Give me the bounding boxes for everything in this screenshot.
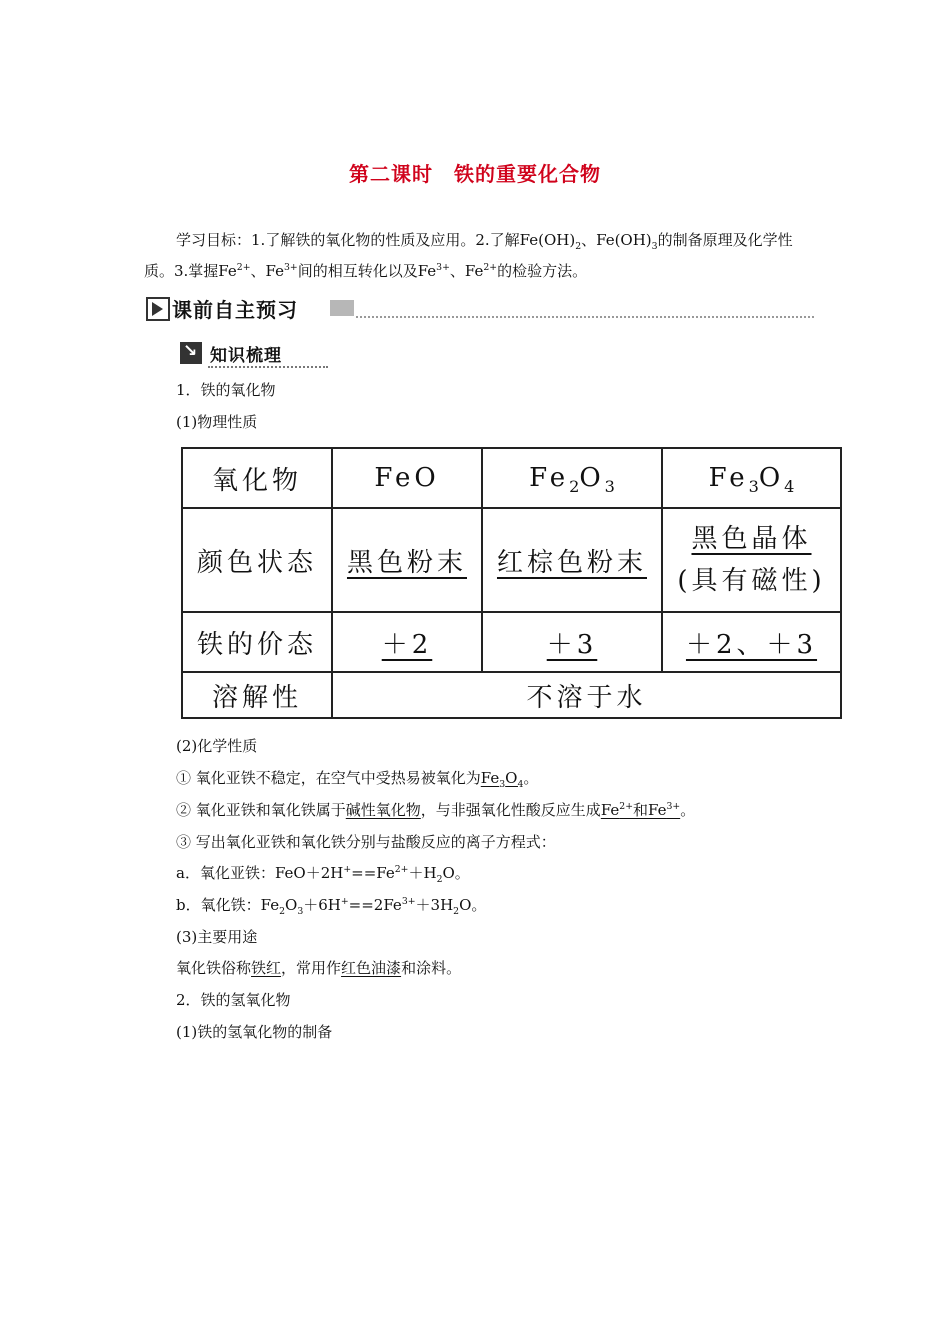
objectives-text: 的检验方法。 bbox=[497, 262, 588, 280]
superscript: 2+ bbox=[394, 864, 409, 875]
superscript: 2+ bbox=[619, 801, 633, 812]
subscript: 2 bbox=[436, 874, 443, 885]
heading-iron-hydroxides: 2．铁的氢氧化物 bbox=[176, 991, 291, 1009]
table-cell bbox=[482, 508, 662, 612]
answer-text bbox=[601, 801, 680, 819]
answer-text: ＋2 bbox=[381, 629, 433, 660]
table-cell: 溶解性 bbox=[182, 672, 332, 718]
table-cell bbox=[482, 612, 662, 672]
answer-text: 碱性氧化物 bbox=[345, 801, 421, 819]
text-segment: ① 氧化亚铁不稳定，在空气中受热易被氧化为 bbox=[176, 769, 481, 787]
chemical-property-2 bbox=[176, 799, 695, 820]
text-segment: a．氧化亚铁： bbox=[176, 864, 275, 882]
section-banner bbox=[144, 294, 814, 324]
subscript: 2 bbox=[569, 477, 580, 497]
table-cell bbox=[662, 508, 841, 612]
text-segment: 氧化铁俗称 bbox=[176, 959, 252, 977]
table-row bbox=[182, 612, 841, 672]
formula-part: O bbox=[579, 463, 605, 493]
superscript: 2+ bbox=[483, 262, 498, 273]
answer-text: ＋2、＋3 bbox=[685, 629, 818, 660]
answer-text: ＋3 bbox=[546, 629, 598, 660]
formula-part: O bbox=[285, 896, 298, 914]
subscript: 2 bbox=[279, 906, 285, 917]
objectives-text: 、Fe(OH) bbox=[581, 231, 652, 249]
table-cell bbox=[662, 448, 841, 508]
heading-hydroxide-preparation: (1)铁的氢氧化物的制备 bbox=[176, 1023, 333, 1041]
answer-text: (具有磁性) bbox=[677, 566, 826, 596]
formula-part: FeO＋2H bbox=[274, 864, 344, 882]
section-banner-label: 课前自主预习 bbox=[172, 298, 298, 322]
learning-objectives bbox=[144, 225, 814, 287]
superscript: 3+ bbox=[666, 801, 681, 812]
objectives-text: 、Fe bbox=[250, 262, 284, 280]
heading-main-uses: (3)主要用途 bbox=[176, 928, 258, 946]
subscript: 4 bbox=[784, 477, 795, 497]
formula-part: ==2Fe bbox=[348, 896, 402, 914]
text-segment: 。 bbox=[680, 801, 696, 819]
heading-iron-oxides: 1．铁的氧化物 bbox=[176, 381, 276, 399]
subscript: 2 bbox=[453, 906, 460, 917]
answer-text: 黑色粉末 bbox=[346, 547, 467, 578]
formula-part: Fe bbox=[260, 896, 280, 914]
arrow-down-right-icon bbox=[180, 342, 202, 364]
formula-part: ＋3H bbox=[415, 896, 454, 914]
formula-part: Fe bbox=[708, 463, 749, 493]
objectives-text: 1.了解铁的氧化物的性质及应用。2.了解Fe(OH) bbox=[251, 231, 576, 249]
answer-text bbox=[480, 769, 524, 790]
superscript: 2+ bbox=[236, 262, 251, 273]
superscript: + bbox=[340, 896, 349, 907]
objectives-label: 学习目标： bbox=[176, 231, 252, 249]
sub-banner-label: 知识梳理 bbox=[210, 346, 282, 366]
chemical-property-3: ③ 写出氧化亚铁和氧化铁分别与盐酸反应的离子方程式： bbox=[176, 833, 556, 851]
page-title: 第二课时 铁的重要化合物 bbox=[349, 162, 601, 186]
answer-text: 红色油漆 bbox=[341, 959, 402, 977]
table-cell: 铁的价态 bbox=[182, 612, 332, 672]
subscript: 3 bbox=[748, 477, 759, 497]
answer-text: 黑色晶体 bbox=[691, 524, 812, 554]
heading-chemical-properties: (2)化学性质 bbox=[176, 737, 258, 755]
subscript: 3 bbox=[499, 779, 506, 790]
text-segment: b．氧化铁： bbox=[176, 896, 261, 914]
formula-part: Fe bbox=[480, 769, 500, 787]
formula-part: Fe bbox=[600, 801, 620, 819]
subscript: 3 bbox=[297, 906, 304, 917]
answer-text: 铁红 bbox=[251, 959, 282, 977]
objectives-text: 的制备原理及化学性质。3.掌握Fe bbox=[144, 231, 793, 280]
superscript: 3+ bbox=[436, 262, 450, 273]
formula-part: O bbox=[758, 463, 785, 493]
formula-part: ＋H bbox=[408, 864, 437, 882]
formula-part: 和Fe bbox=[633, 801, 667, 819]
objectives-text: 间的相互转化以及Fe bbox=[297, 262, 437, 280]
text-segment: ，常用作 bbox=[281, 959, 342, 977]
table-cell: FeO bbox=[332, 448, 482, 508]
table-cell bbox=[332, 508, 482, 612]
table-row bbox=[182, 672, 841, 718]
heading-physical-properties: (1)物理性质 bbox=[176, 413, 258, 431]
formula-part: ＋6H bbox=[303, 896, 341, 914]
banner-divider bbox=[356, 316, 814, 318]
table-cell bbox=[662, 612, 841, 672]
iron-oxide-properties-table bbox=[181, 447, 842, 719]
answer-text: 红棕色粉末 bbox=[496, 547, 647, 578]
superscript: 3+ bbox=[283, 262, 298, 273]
table-cell: 颜色状态 bbox=[182, 508, 332, 612]
superscript: + bbox=[343, 864, 352, 875]
subscript: 4 bbox=[517, 779, 524, 790]
text-segment: ，与非强氧化性酸反应生成 bbox=[420, 801, 601, 819]
table-cell bbox=[482, 448, 662, 508]
table-cell bbox=[332, 612, 482, 672]
formula-part: Fe bbox=[529, 463, 570, 493]
play-arrow-icon bbox=[146, 297, 170, 321]
text-segment: 。 bbox=[523, 769, 539, 787]
equation-a bbox=[176, 862, 470, 883]
banner-decoration bbox=[330, 300, 354, 316]
subscript: 3 bbox=[651, 241, 658, 252]
superscript: 3+ bbox=[401, 896, 416, 907]
table-cell: 氧化物 bbox=[182, 448, 332, 508]
text-segment: ② 氧化亚铁和氧化铁属于 bbox=[176, 801, 346, 819]
subscript: 2 bbox=[575, 241, 582, 252]
text-segment: 和涂料。 bbox=[401, 959, 462, 977]
equation-b bbox=[176, 894, 486, 915]
table-row bbox=[182, 508, 841, 612]
subscript: 3 bbox=[604, 477, 615, 497]
table-cell: 不溶于水 bbox=[332, 672, 841, 718]
sub-banner-divider bbox=[208, 366, 328, 368]
formula-part: O bbox=[505, 769, 518, 787]
chemical-property-1 bbox=[176, 767, 538, 788]
table-row bbox=[182, 448, 841, 508]
formula-part: ==Fe bbox=[351, 864, 395, 882]
formula-part: O。 bbox=[459, 896, 487, 914]
objectives-text: 、Fe bbox=[449, 262, 484, 280]
formula-part: O。 bbox=[442, 864, 470, 882]
uses-text bbox=[176, 957, 461, 978]
